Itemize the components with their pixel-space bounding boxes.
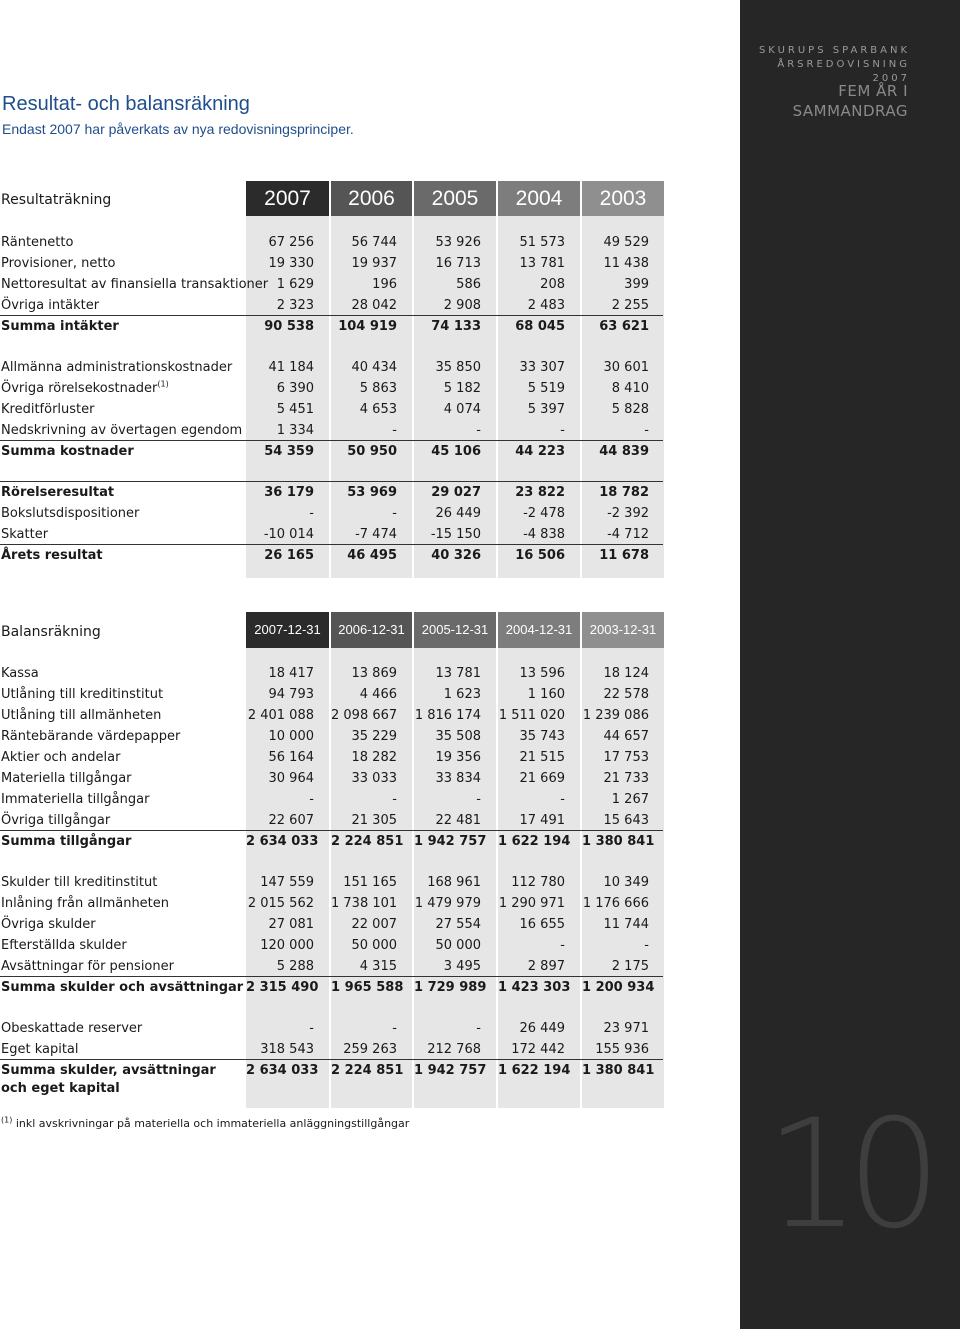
year-header: 2004 — [498, 181, 580, 216]
row-label — [1, 255, 116, 273]
value-cell: - — [309, 506, 314, 521]
value-cell: 22 007 — [351, 917, 397, 932]
value-cell: 2 323 — [276, 298, 314, 313]
value-cell: - — [392, 506, 397, 521]
row-label-text: Provisioner, netto — [1, 256, 116, 271]
value-cell: 1 729 989 — [414, 980, 487, 995]
row-label-text: Kassa — [1, 666, 39, 681]
value-cell: 16 655 — [519, 917, 565, 932]
value-cell: - — [476, 1021, 481, 1036]
value-cell: 155 936 — [595, 1042, 649, 1057]
value-cell: -15 150 — [430, 527, 481, 542]
balance-total-rule — [0, 1059, 663, 1060]
row-label — [1, 958, 174, 976]
row-label-text: Årets resultat — [1, 548, 103, 563]
balance-total-rule — [0, 830, 663, 831]
value-cell: 13 869 — [351, 666, 397, 681]
row-label — [1, 505, 139, 523]
value-cell: 27 081 — [268, 917, 314, 932]
value-cell: 2 401 088 — [247, 708, 314, 723]
row-label — [1, 1020, 142, 1038]
value-cell: 35 850 — [435, 360, 481, 375]
value-cell: 16 713 — [435, 256, 481, 271]
value-cell: 172 442 — [511, 1042, 565, 1057]
value-cell: 259 263 — [343, 1042, 397, 1057]
row-label-line-2: och eget kapital — [1, 1081, 120, 1096]
value-cell: 4 315 — [359, 959, 397, 974]
value-cell: 4 466 — [359, 687, 397, 702]
row-label — [1, 665, 39, 683]
row-label-text: Nedskrivning av övertagen egendom — [1, 423, 243, 438]
date-header: 2007-12-31 — [246, 612, 329, 648]
value-cell: 586 — [456, 277, 481, 292]
value-cell: 2 908 — [443, 298, 481, 313]
value-cell: - — [392, 1021, 397, 1036]
value-cell: 22 481 — [435, 813, 481, 828]
row-label — [1, 401, 94, 419]
value-cell: - — [560, 792, 565, 807]
value-cell: 26 449 — [519, 1021, 565, 1036]
row-label-text: Rörelseresultat — [1, 485, 115, 500]
value-cell: -2 478 — [523, 506, 565, 521]
value-cell: 40 434 — [351, 360, 397, 375]
value-cell: 18 417 — [268, 666, 314, 681]
row-label-text: Övriga rörelsekostnader — [1, 381, 158, 396]
value-cell: 23 971 — [603, 1021, 649, 1036]
value-cell: 11 744 — [603, 917, 649, 932]
value-cell: 13 781 — [519, 256, 565, 271]
row-label — [1, 1041, 79, 1059]
value-cell: 94 793 — [268, 687, 314, 702]
value-cell: 53 969 — [347, 485, 397, 500]
value-cell: 2 015 562 — [247, 896, 314, 911]
value-cell: 21 515 — [519, 750, 565, 765]
row-label-text: Övriga tillgångar — [1, 813, 111, 828]
row-label-text: Övriga skulder — [1, 917, 96, 932]
row-label-text: Skulder till kreditinstitut — [1, 875, 158, 890]
row-label — [1, 547, 103, 565]
value-cell: 2 483 — [527, 298, 565, 313]
row-label — [1, 979, 243, 997]
value-cell: 104 919 — [338, 319, 397, 334]
value-cell: 30 964 — [268, 771, 314, 786]
value-cell: 1 479 979 — [414, 896, 481, 911]
value-cell: 17 753 — [603, 750, 649, 765]
footnote-mark: (1) — [1, 1115, 13, 1125]
value-cell: 18 124 — [603, 666, 649, 681]
value-cell: 208 — [540, 277, 565, 292]
row-label — [1, 812, 110, 830]
row-label — [1, 526, 48, 544]
value-cell: 35 229 — [351, 729, 397, 744]
value-cell: 26 449 — [435, 506, 481, 521]
value-cell: 2 634 033 — [246, 834, 319, 849]
value-cell: 1 816 174 — [414, 708, 481, 723]
value-cell: 28 042 — [351, 298, 397, 313]
value-cell: 33 834 — [435, 771, 481, 786]
value-cell: 6 390 — [276, 381, 314, 396]
value-cell: 1 239 086 — [582, 708, 649, 723]
value-cell: 11 678 — [599, 548, 649, 563]
value-cell: 1 629 — [276, 277, 314, 292]
value-cell: 30 601 — [603, 360, 649, 375]
value-cell: - — [644, 938, 649, 953]
value-cell: 2 634 033 — [246, 1063, 319, 1078]
value-cell: 1 176 666 — [582, 896, 649, 911]
value-cell: 1 267 — [611, 792, 649, 807]
row-label-text: Utlåning till allmänheten — [1, 708, 162, 723]
value-cell: 50 000 — [351, 938, 397, 953]
value-cell: - — [309, 1021, 314, 1036]
row-label-text: Efterställda skulder — [1, 938, 127, 953]
value-cell: 1 942 757 — [414, 1063, 487, 1078]
value-cell: -4 712 — [607, 527, 649, 542]
row-label — [1, 916, 96, 934]
value-cell: 4 653 — [359, 402, 397, 417]
value-cell: 5 288 — [276, 959, 314, 974]
value-cell: 1 623 — [443, 687, 481, 702]
value-cell: 120 000 — [260, 938, 314, 953]
value-cell: 68 045 — [515, 319, 565, 334]
row-label — [1, 297, 99, 315]
value-cell: 44 223 — [515, 444, 565, 459]
row-label — [1, 686, 163, 704]
row-label — [1, 728, 180, 746]
value-cell: 5 828 — [611, 402, 649, 417]
value-cell: 33 307 — [519, 360, 565, 375]
value-cell: 26 165 — [264, 548, 314, 563]
value-cell: 318 543 — [260, 1042, 314, 1057]
org-line-2: ÅRSREDOVISNING 2007 — [777, 59, 910, 84]
value-cell: -7 474 — [355, 527, 397, 542]
value-cell: 1 290 971 — [498, 896, 565, 911]
value-cell: 168 961 — [427, 875, 481, 890]
value-cell: 8 410 — [611, 381, 649, 396]
year-header: 2006 — [331, 181, 412, 216]
value-cell: 13 781 — [435, 666, 481, 681]
sidebar-band — [740, 0, 960, 1329]
value-cell: 1 334 — [276, 423, 314, 438]
value-cell: 5 182 — [443, 381, 481, 396]
value-cell: 74 133 — [431, 319, 481, 334]
page-number: 10 — [765, 1088, 928, 1262]
value-cell: 19 330 — [268, 256, 314, 271]
row-label-text: Inlåning från allmänheten — [1, 896, 170, 911]
row-label-text: Utlåning till kreditinstitut — [1, 687, 164, 702]
value-cell: 112 780 — [511, 875, 565, 890]
value-cell: 50 950 — [347, 444, 397, 459]
value-cell: -2 392 — [607, 506, 649, 521]
value-cell: 16 506 — [515, 548, 565, 563]
income-total-rule — [0, 481, 663, 482]
value-cell: 15 643 — [603, 813, 649, 828]
income-total-rule — [0, 440, 663, 441]
value-cell: 45 106 — [431, 444, 481, 459]
value-cell: 2 098 667 — [331, 708, 398, 723]
row-label — [1, 833, 131, 851]
value-cell: 23 822 — [515, 485, 565, 500]
value-cell: 50 000 — [435, 938, 481, 953]
value-cell: 5 863 — [359, 381, 397, 396]
value-cell: 41 184 — [268, 360, 314, 375]
row-label-text: Materiella tillgångar — [1, 771, 132, 786]
value-cell: 22 578 — [603, 687, 649, 702]
balance-table-title: Balansräkning — [1, 624, 101, 640]
value-cell: - — [560, 423, 565, 438]
row-label-text: Aktier och andelar — [1, 750, 121, 765]
value-cell: 4 074 — [443, 402, 481, 417]
date-header: 2004-12-31 — [498, 612, 580, 648]
value-cell: 1 942 757 — [414, 834, 487, 849]
value-cell: 18 782 — [599, 485, 649, 500]
row-label-line-1: Summa skulder, avsättningar — [1, 1063, 216, 1078]
value-cell: 10 349 — [603, 875, 649, 890]
value-cell: 33 033 — [351, 771, 397, 786]
value-cell: 40 326 — [431, 548, 481, 563]
value-cell: 44 657 — [603, 729, 649, 744]
footnote-text: inkl avskrivningar på materiella och immateriella anläggningstillgångar — [15, 1117, 410, 1130]
value-cell: 17 491 — [519, 813, 565, 828]
row-label — [1, 895, 169, 913]
balance-total-rule — [0, 976, 663, 977]
value-cell: 2 897 — [527, 959, 565, 974]
value-cell: 67 256 — [268, 235, 314, 250]
row-label-text: Eget kapital — [1, 1042, 79, 1057]
value-cell: 1 200 934 — [582, 980, 655, 995]
income-table-title: Resultaträkning — [1, 192, 112, 208]
row-label — [1, 874, 157, 892]
org-line-1: SKURUPS SPARBANK — [758, 45, 910, 56]
value-cell: 27 554 — [435, 917, 481, 932]
value-cell: 1 380 841 — [582, 1063, 655, 1078]
value-cell: - — [560, 938, 565, 953]
row-label-text: Kreditförluster — [1, 402, 95, 417]
row-label-text: Summa intäkter — [1, 319, 119, 334]
value-cell: 90 538 — [264, 319, 314, 334]
section-title — [793, 81, 908, 121]
footnote-ref: (1) — [157, 379, 169, 389]
value-cell: 1 965 588 — [331, 980, 404, 995]
value-cell: - — [476, 792, 481, 807]
value-cell: 56 164 — [268, 750, 314, 765]
value-cell: 2 224 851 — [331, 1063, 404, 1078]
value-cell: 54 359 — [264, 444, 314, 459]
value-cell: 19 937 — [351, 256, 397, 271]
row-label-text: Övriga intäkter — [1, 298, 100, 313]
value-cell: 212 768 — [427, 1042, 481, 1057]
year-header: 2003 — [582, 181, 664, 216]
row-label — [1, 770, 132, 788]
row-label-text: Summa tillgångar — [1, 834, 132, 849]
value-cell: 21 733 — [603, 771, 649, 786]
row-label — [1, 707, 161, 725]
row-label-text: Nettoresultat av finansiella transaktioner — [1, 277, 269, 292]
value-cell: - — [392, 423, 397, 438]
row-label-text: Summa kostnader — [1, 444, 134, 459]
row-label-text: Obeskattade reserver — [1, 1021, 143, 1036]
value-cell: 399 — [624, 277, 649, 292]
row-label-text: Avsättningar för pensioner — [1, 959, 174, 974]
value-cell: 2 255 — [611, 298, 649, 313]
value-cell: 1 160 — [527, 687, 565, 702]
value-cell: 13 596 — [519, 666, 565, 681]
section-line-2: SAMMANDRAG — [792, 102, 908, 120]
value-cell: 1 738 101 — [331, 896, 398, 911]
value-cell: 35 743 — [519, 729, 565, 744]
value-cell: 36 179 — [264, 485, 314, 500]
value-cell: - — [644, 423, 649, 438]
value-cell: 51 573 — [519, 235, 565, 250]
value-cell: 1 622 194 — [498, 834, 571, 849]
row-label-text: Allmänna administrationskostnader — [1, 360, 233, 375]
section-line-1: FEM ÅR I — [838, 82, 908, 100]
row-label-text: Bokslutsdispositioner — [1, 506, 140, 521]
value-cell: 46 495 — [347, 548, 397, 563]
row-label-text: Räntenetto — [1, 235, 74, 250]
year-header: 2005 — [414, 181, 496, 216]
row-label — [1, 443, 134, 461]
value-cell: 35 508 — [435, 729, 481, 744]
footnote — [1, 1117, 409, 1130]
value-cell: 2 315 490 — [246, 980, 319, 995]
value-cell: 11 438 — [603, 256, 649, 271]
value-cell: 10 000 — [268, 729, 314, 744]
value-cell: 5 519 — [527, 381, 565, 396]
income-total-rule — [0, 544, 663, 545]
value-cell: 196 — [372, 277, 397, 292]
value-cell: 3 495 — [443, 959, 481, 974]
row-label — [1, 749, 120, 767]
row-label-text: Immateriella tillgångar — [1, 792, 150, 807]
value-cell: 151 165 — [343, 875, 397, 890]
value-cell: 56 744 — [351, 235, 397, 250]
value-cell: - — [476, 423, 481, 438]
value-cell: 49 529 — [603, 235, 649, 250]
value-cell: 44 839 — [599, 444, 649, 459]
row-label — [1, 937, 127, 955]
row-label — [1, 484, 114, 502]
row-label — [1, 359, 232, 377]
value-cell: 1 423 303 — [498, 980, 571, 995]
value-cell: -4 838 — [523, 527, 565, 542]
row-label-text: Räntebärande värdepapper — [1, 729, 181, 744]
value-cell: 1 511 020 — [498, 708, 565, 723]
row-label — [1, 380, 169, 398]
row-label — [1, 1062, 216, 1098]
row-label-text: Summa skulder och avsättningar — [1, 980, 244, 995]
value-cell: 21 305 — [351, 813, 397, 828]
value-cell: 147 559 — [260, 875, 314, 890]
value-cell: 63 621 — [599, 319, 649, 334]
value-cell: 1 622 194 — [498, 1063, 571, 1078]
row-label — [1, 276, 268, 294]
value-cell: 1 380 841 — [582, 834, 655, 849]
date-header: 2003-12-31 — [582, 612, 664, 648]
value-cell: 5 397 — [527, 402, 565, 417]
value-cell: - — [309, 792, 314, 807]
value-cell: -10 014 — [263, 527, 314, 542]
page-title: Resultat- och balansräkning — [2, 93, 250, 115]
value-cell: 2 224 851 — [331, 834, 404, 849]
value-cell: 53 926 — [435, 235, 481, 250]
value-cell: 19 356 — [435, 750, 481, 765]
date-header: 2005-12-31 — [414, 612, 496, 648]
page-subtitle: Endast 2007 har påverkats av nya redovisningsprinciper. — [2, 121, 354, 137]
value-cell: 29 027 — [431, 485, 481, 500]
value-cell: - — [392, 792, 397, 807]
row-label — [1, 318, 119, 336]
row-label-text: Skatter — [1, 527, 49, 542]
value-cell: 2 175 — [611, 959, 649, 974]
value-cell: 21 669 — [519, 771, 565, 786]
value-cell: 22 607 — [268, 813, 314, 828]
value-cell: 5 451 — [276, 402, 314, 417]
row-label — [1, 791, 149, 809]
date-header: 2006-12-31 — [331, 612, 412, 648]
income-total-rule — [0, 315, 663, 316]
value-cell: 18 282 — [351, 750, 397, 765]
year-header: 2007 — [246, 181, 329, 216]
row-label — [1, 234, 73, 252]
row-label — [1, 422, 242, 440]
organization-name — [740, 44, 910, 86]
